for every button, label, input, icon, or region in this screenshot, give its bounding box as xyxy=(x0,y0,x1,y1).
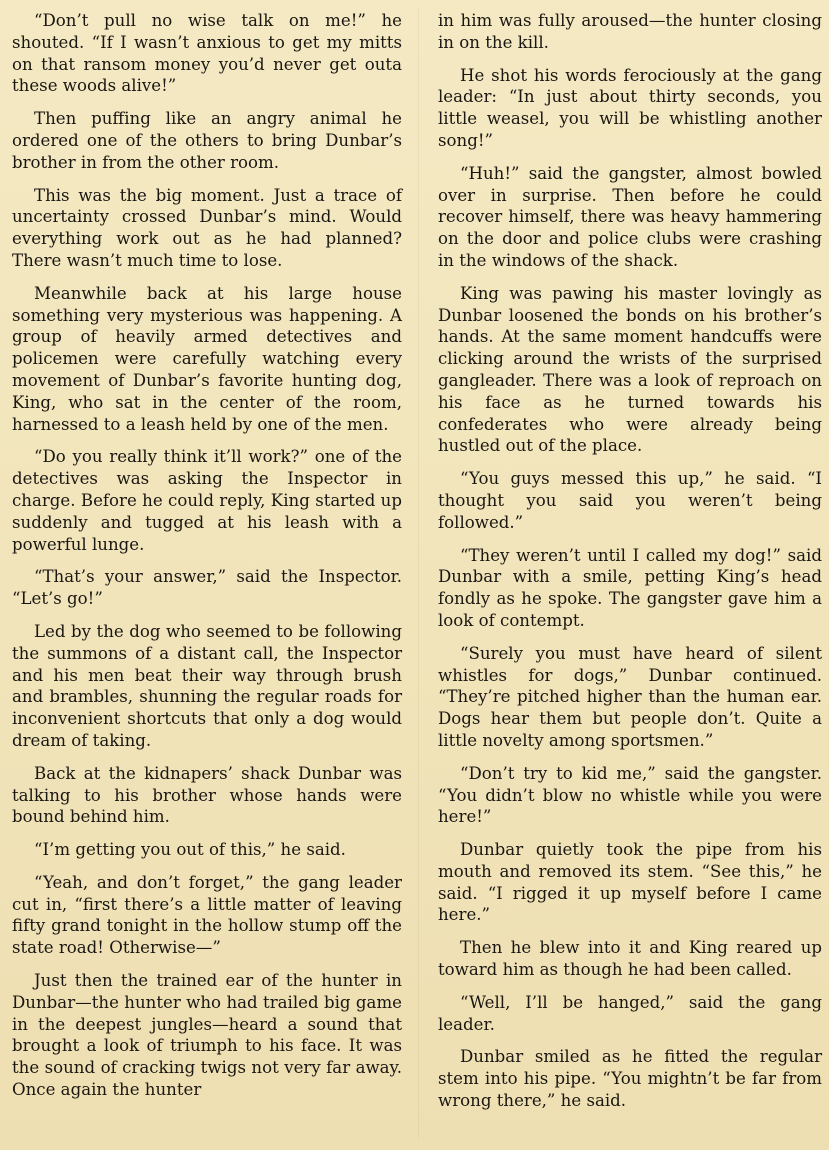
paragraph: “Yeah, and don’t forget,” the gang leader cut in, “first there’s a little matter of leaving fifty grand tonight in the hollow stump off the state road! Otherwise—” xyxy=(12,872,402,958)
left-column xyxy=(12,10,402,1112)
paragraph: “Huh!” said the gangster, almost bowled over in surprise. Then before he could recover himself, there was heavy hammering on the door and police clubs were crashing in the windows of the shack. xyxy=(438,163,822,270)
paragraph: Dunbar smiled as he fitted the regular stem into his pipe. “You mightn’t be far from wrong there,” he said. xyxy=(438,1047,822,1111)
paragraph: “I’m getting you out of this,” he said. xyxy=(34,840,346,860)
column-gutter xyxy=(418,8,419,1138)
paragraph: Then puffing like an angry animal he ordered one of the others to bring Dunbar’s brother in from the other room. xyxy=(12,109,402,172)
paragraph: “Don’t try to kid me,” said the gangster. “You didn’t blow no whistle while you were here!” xyxy=(438,763,822,827)
paragraph: “They weren’t until I called my dog!” said Dunbar with a smile, petting King’s head fondly as he spoke. The gangster gave him a look of contempt. xyxy=(438,545,822,630)
paragraph: This was the big moment. Just a trace of uncertainty crossed Dunbar’s mind. Would everything work out as he had planned? There wasn’t much time to lose. xyxy=(12,185,402,270)
paragraph: Back at the kidnapers’ shack Dunbar was talking to his brother whose hands were bound behind him. xyxy=(12,763,402,827)
paragraph: Then he blew into it and King reared up toward him as though he had been called. xyxy=(438,938,822,980)
paragraph: “Don’t pull no wise talk on me!” he shouted. “If I wasn’t anxious to get my mitts on that ransom money you’d never get outa these woods alive!” xyxy=(12,11,402,96)
right-column xyxy=(438,10,822,1123)
paragraph: “That’s your answer,” said the Inspector. “Let’s go!” xyxy=(12,567,402,609)
paragraph: He shot his words ferociously at the gang leader: “In just about thirty seconds, you little weasel, you will be whistling another song!” xyxy=(438,65,822,150)
paragraph: “Do you really think it’ll work?” one of the detectives was asking the Inspector in charge. Before he could reply, King started up suddenly and tugged at his leash with a powerful lunge. xyxy=(12,447,402,554)
paragraph: Meanwhile back at his large house something very mysterious was happening. A group of heavily armed detectives and policemen were carefully watching every movement of Dunbar’s favorite hunting dog, King, who sat in the center of the room, harnessed to a leash held by one of the men. xyxy=(12,283,402,434)
paragraph: Dunbar quietly took the pipe from his mouth and removed its stem. “See this,” he said. “I rigged it up myself before I came here.” xyxy=(438,840,822,925)
paragraph: “Well, I’ll be hanged,” said the gang leader. xyxy=(438,992,822,1034)
paragraph: “Surely you must have heard of silent whistles for dogs,” Dunbar continued. “They’re pitched higher than the human ear. Dogs hear them but people don’t. Quite a little novelty among sportsmen.” xyxy=(438,643,822,750)
paragraph: “You guys messed this up,” he said. “I thought you said you weren’t being followed.” xyxy=(438,469,822,532)
paragraph: Just then the trained ear of the hunter in Dunbar—the hunter who had trailed big game in the deepest jungles—heard a sound that brought a look of triumph to his face. It was the sound of cracking twigs not very far away. Once again the hunter xyxy=(12,971,402,1100)
paragraph: King was pawing his master lovingly as Dunbar loosened the bonds on his brother’s hands. At the same moment handcuffs were clicking around the wrists of the surprised gangleader. There was a look of reproach on his face as he turned towards his confederates who were already being hustled out of the place. xyxy=(438,283,822,456)
paragraph: Led by the dog who seemed to be following the summons of a distant call, the Inspector and his men beat their way through brush and brambles, shunning the regular roads for inconvenient shortcuts that only a dog would dream of taking. xyxy=(12,621,402,750)
paragraph-continued: in him was fully aroused—the hunter closing in on the kill. xyxy=(438,11,822,52)
